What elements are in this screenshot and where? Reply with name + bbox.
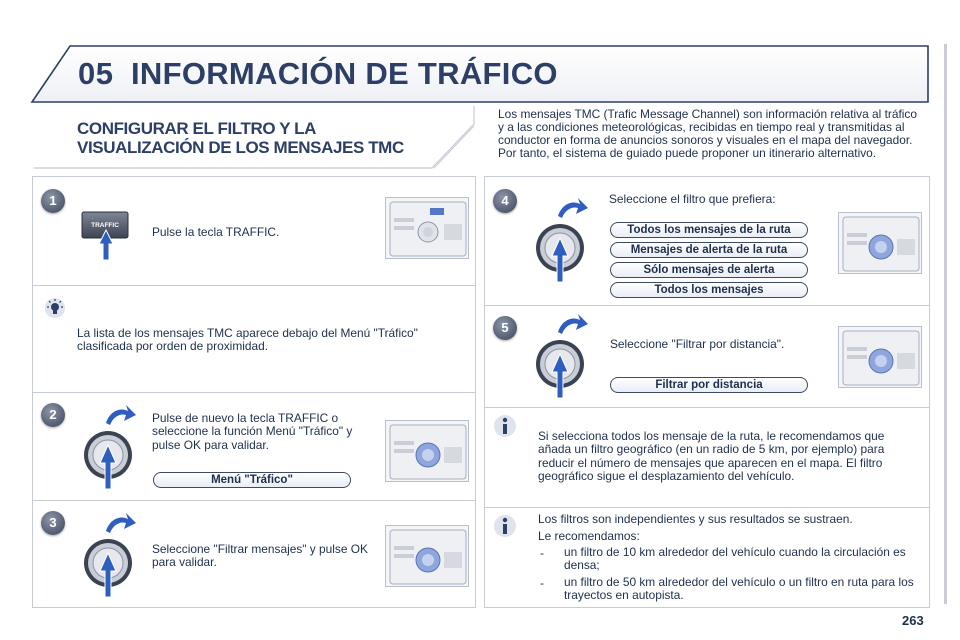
intro-text <box>498 108 923 160</box>
step-4-text: Seleccione el filtro que prefiera: <box>609 192 776 206</box>
section-title-line1: CONFIGURAR EL FILTRO Y LA <box>77 119 317 138</box>
filter-option-alerts-only[interactable]: Sólo mensajes de alerta <box>610 262 808 278</box>
radio-thumbnail-3 <box>385 525 469 587</box>
step-1-text: Pulse la tecla TRAFFIC. <box>152 225 280 239</box>
info-2-line2: Le recomendamos: <box>538 529 640 543</box>
side-rule <box>944 44 947 604</box>
left-separator-1 <box>32 285 476 286</box>
traffic-key-icon <box>80 210 132 262</box>
intro-paragraph-2: Por tanto, el sistema de guiado puede proponer un itinerario alternativo. <box>498 146 877 161</box>
tip-text: La lista de los mensajes TMC aparece debajo del Menú "Tráfico" clasificada por orden de proximidad. <box>77 326 418 354</box>
right-separator-2 <box>484 407 930 408</box>
menu-trafico-button[interactable]: Menú "Tráfico" <box>153 472 351 488</box>
intro-paragraph: Los mensajes TMC (Trafic Message Channel) son información relativa al tráfico y a las condiciones meteorológicas, recibidas en tiempo real y transmitidas al conductor en forma de anuncios sonoros y visuales en el mapa del navegador. <box>498 107 917 148</box>
filter-option-all-route[interactable]: Todos los mensajes de la ruta <box>610 222 808 238</box>
radio-thumbnail-5 <box>838 326 922 388</box>
page-number: 263 <box>902 613 924 628</box>
step-3-badge: 3 <box>41 511 65 535</box>
right-separator-3 <box>484 507 930 508</box>
header-frame <box>0 0 960 110</box>
lightbulb-icon <box>44 297 66 319</box>
list-item: un filtro de 10 km alrededor del vehículo cuando la circulación es densa; <box>564 545 906 573</box>
step-1-badge: 1 <box>41 189 65 213</box>
step-2-text: Pulse de nuevo la tecla TRAFFIC o seleccione la función Menú "Tráfico" y pulse OK para validar. <box>152 411 353 452</box>
left-separator-3 <box>32 500 476 501</box>
step-2-badge: 2 <box>41 403 65 427</box>
list-dash: - <box>540 576 544 590</box>
step-3-text: Seleccione "Filtrar mensajes" y pulse OK para validar. <box>152 542 368 570</box>
info-2-line1: Los filtros son independientes y sus resultados se sustraen. <box>538 512 853 526</box>
info-icon <box>494 514 516 538</box>
radio-thumbnail-1 <box>385 197 469 259</box>
left-separator-2 <box>32 392 476 393</box>
traffic-key-label <box>92 218 93 219</box>
list-item: un filtro de 50 km alrededor del vehículo o un filtro en ruta para los trayectos en autopista. <box>564 575 914 603</box>
list-dash: - <box>540 546 544 560</box>
section-title-line2: VISUALIZACIÓN DE LOS MENSAJES TMC <box>77 138 404 157</box>
rotary-knob-icon <box>532 314 592 398</box>
info-icon <box>494 414 516 438</box>
rotary-knob-icon <box>80 405 140 489</box>
svg-text:TRAFFIC: TRAFFIC <box>91 222 119 229</box>
right-separator-1 <box>484 305 930 306</box>
step-4-badge: 4 <box>493 189 517 213</box>
chapter-title: INFORMACIÓN DE TRÁFICO <box>131 56 558 91</box>
info-1-text: Si selecciona todos los mensaje de la ruta, le recomendamos que añada un filtro geográfico (en un radio de 5 km, por ejemplo) para reducir el número de mensajes que aparecen en el mapa. El filtro geográfico sigue el desplazamiento del vehículo. <box>538 429 885 484</box>
radio-thumbnail-4 <box>838 212 922 274</box>
rotary-knob-icon <box>532 198 592 282</box>
filter-by-distance-button[interactable]: Filtrar por distancia <box>610 377 808 393</box>
step-5-text: Seleccione "Filtrar por distancia". <box>610 337 785 351</box>
chapter-number: 05 <box>78 56 114 91</box>
step-5-badge: 5 <box>493 316 517 340</box>
section-title <box>77 119 457 157</box>
radio-thumbnail-2 <box>385 420 469 482</box>
filter-option-alerts-route[interactable]: Mensajes de alerta de la ruta <box>610 242 808 258</box>
rotary-knob-icon <box>80 513 140 597</box>
filter-option-all[interactable]: Todos los mensajes <box>610 282 808 298</box>
